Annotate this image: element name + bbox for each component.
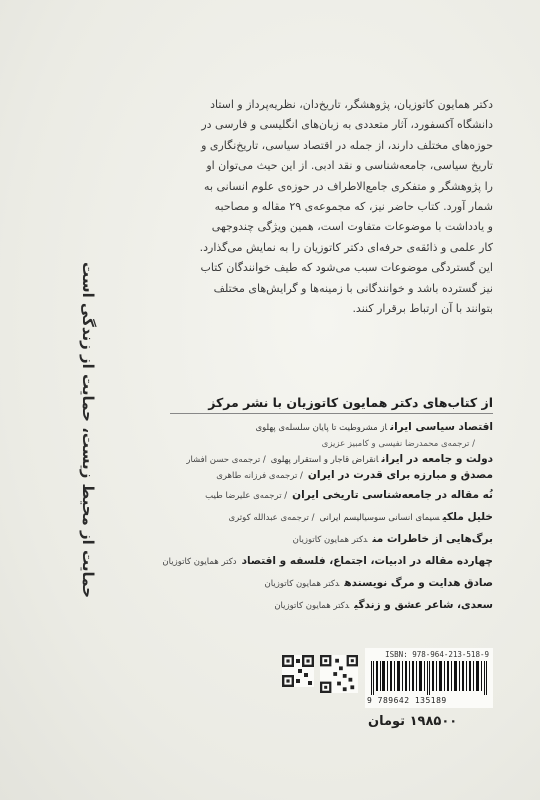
isbn-label: ISBN: 978-964-213-518-9 (385, 650, 489, 659)
book-subtitle: انقراض قاجار و استقرار پهلوی (270, 455, 379, 465)
intro-line: تاریخ سیاسی، جامعه‌شناسی و نقد ادبی. از این حیث می‌توان او (206, 159, 493, 173)
books-list (162, 395, 493, 614)
book-author: دکتر همایون کاتوزیان (264, 579, 340, 589)
book-author: دکتر همایون کاتوزیان (162, 557, 237, 567)
book-title: مصدق و مبارزه برای قدرت در ایران (307, 469, 493, 481)
intro-line: حوزه‌های مختلف دارند، از جمله در اقتصاد سیاسی، تاریخ‌نگاری و (201, 138, 493, 152)
book-author: دکتر همایون کاتوزیان (292, 535, 368, 545)
barcode-number: 9 789642 135189 (367, 696, 447, 705)
book-translator: / ترجمه‌ی حسن افشار (186, 455, 266, 465)
qr-code-small (282, 655, 314, 687)
book-item (170, 576, 493, 592)
intro-line: نیز گسترده باشد و خوانندگانی با زمینه‌ها و گرایش‌های مختلف (213, 281, 493, 295)
book-item (170, 488, 493, 504)
intro-line: و یادداشت با موضوعات متفاوت است، همین ویژگی چندوجهی (211, 220, 493, 234)
book-title: اقتصاد سیاسی ایران (390, 421, 493, 433)
intro-paragraph (175, 95, 493, 319)
intro-line: بتوانند با آن ارتباط برقرار کنند. (352, 302, 493, 316)
book-item (162, 554, 493, 570)
spine-slogan: حمایت از محیط زیست، حمایت از زندگی است (79, 261, 97, 599)
book-subtitle: از مشروطیت تا پایان سلسله‌ی پهلوی (255, 423, 388, 433)
book-translator: / ترجمه‌ی علیرضا طیب (205, 491, 288, 501)
price-label: ۱۹۸۵۰۰ تومان (368, 714, 458, 729)
intro-line: شمار آورد. کتاب حاضر نیز، که مجموعه‌ی ۲۹ مقاله و مصاحبه (214, 200, 493, 214)
isbn-barcode-block (365, 648, 493, 708)
book-item (170, 452, 493, 468)
book-item (170, 532, 493, 548)
book-item (170, 510, 493, 526)
book-item (170, 420, 493, 452)
book-item (170, 468, 493, 484)
book-translator: / ترجمه‌ی فرزانه طاهری (216, 471, 303, 481)
book-title: صادق هدایت و مرگ نویسنده (344, 577, 493, 589)
book-title: سعدی، شاعر عشق و زندگی (354, 599, 493, 611)
intro-line: دکتر همایون کاتوزیان، پژوهشگر، تاریخ‌دان، نظریه‌پرداز و استاد (210, 98, 493, 111)
book-translator: / ترجمه‌ی محمدرضا نفیسی و کامبیز عزیزی (321, 439, 475, 449)
intro-line: کار علمی و ذائقه‌ی حرفه‌ای دکتر کاتوزیان را به نمایش می‌گذارد. (199, 240, 493, 254)
book-title: چهارده مقاله در ادبیات، اجتماع، فلسفه و اقتصاد (241, 555, 493, 567)
intro-line: دانشگاه آکسفورد، آثار متعددی به زبان‌های انگلیسی و فارسی در (201, 118, 493, 132)
book-translator: / ترجمه‌ی عبدالله کوثری (228, 513, 315, 523)
books-heading: از کتاب‌های دکتر همایون کاتوزیان با نشر مرکز (170, 395, 493, 414)
book-title: دولت و جامعه در ایران (381, 453, 493, 465)
book-title: خلیل ملکی (442, 511, 493, 523)
book-title: برگ‌هایی از خاطرات من (372, 533, 493, 545)
qr-code (320, 655, 358, 693)
book-item (170, 598, 493, 614)
barcode-image (369, 661, 489, 695)
book-author: دکتر همایون کاتوزیان (274, 601, 350, 611)
intro-line: این گستردگی موضوعات سبب می‌شود که طیف خوانندگان کتاب (200, 261, 493, 275)
book-title: نُه مقاله در جامعه‌شناسی تاریخی ایران (292, 489, 493, 501)
book-subtitle: سیمای انسانی سوسیالیسم ایرانی (319, 513, 440, 523)
intro-line: را پژوهشگر و متفکری جامع‌الاطراف در حوزه‌ی علوم انسانی به (204, 179, 493, 193)
